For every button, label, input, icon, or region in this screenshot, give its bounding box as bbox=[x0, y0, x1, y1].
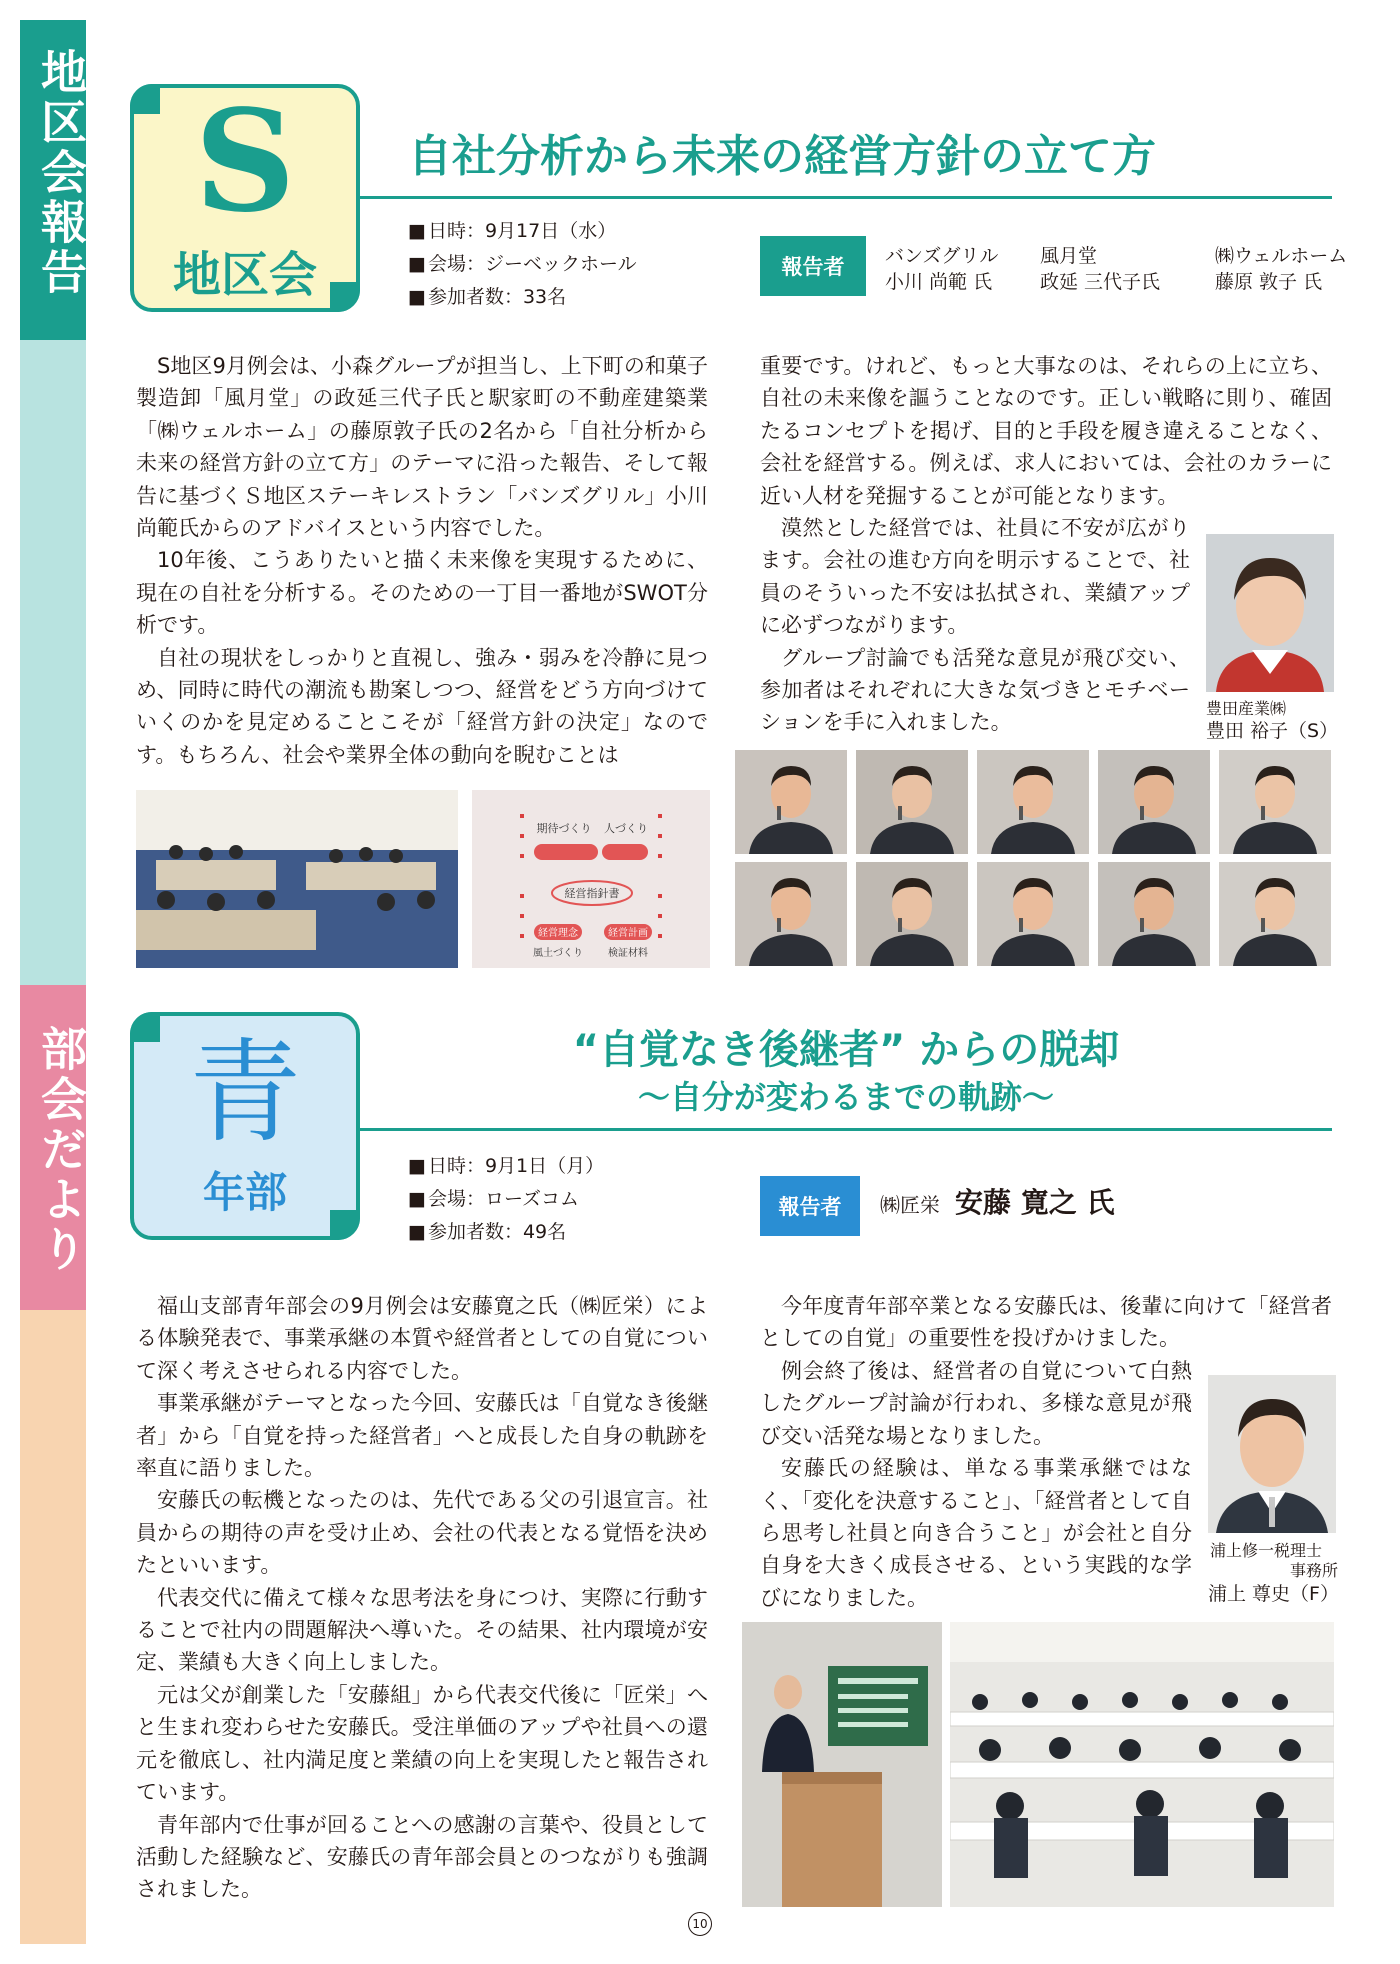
author-name: 豊田 裕子（S） bbox=[1206, 720, 1339, 742]
side-band-light-teal bbox=[20, 340, 86, 985]
reporter-3: ㈱ウェルホーム 藤原 敦子 氏 bbox=[1215, 245, 1348, 293]
section1-reporter-tag: 報告者 bbox=[760, 236, 866, 296]
participant-photo bbox=[856, 862, 968, 966]
section2-left-column: 福山支部青年部会の9月例会は安藤寛之氏（㈱匠栄）による体験発表で、事業承継の本質や経営者としての自覚について深く考えさせられる内容でした。 事業承継がテーマとなった今回、安藤氏は「自覚なき後継者」から「自覚を持った経営者」へと成長した自身の軌跡を率直に語りました。 安藤氏の転機となったのは、先代である父の引退宣言。社員からの期待の声を受け止め、会社の代表となる覚悟を決めたといいます。 代表交代に備えて様々な思考法を身につけ、実際に行動することで社内の問題解決へ導いた。その結果、社内環境が安定、業績も大きく向上しました。 元は父が創業した「安藤組」から代表交代後に「匠栄」へと生まれ変わらせた安藤氏。受注単価のアップや社員への還元を徹底し、社内満足度と業績の向上を実現したと報告されています。 青年部内で仕事が回ることへの感謝の言葉や、役員として活動した経験など、安藤氏の青年部会員とのつながりも強調されました。 bbox=[136, 1294, 708, 1902]
participant-photo bbox=[856, 750, 968, 854]
author2-company-l1: 浦上修一税理士 bbox=[1210, 1541, 1323, 1560]
side-band-dark-teal bbox=[20, 20, 86, 340]
participant-photo bbox=[735, 750, 847, 854]
meeting-room-photo bbox=[136, 790, 458, 968]
participant-photo-grid bbox=[735, 750, 1333, 967]
side-label-district: 地区会報告 bbox=[34, 48, 88, 298]
participant-photo bbox=[1098, 750, 1210, 854]
badge-sub: 地区会 bbox=[172, 247, 317, 303]
audience-photo bbox=[950, 1622, 1334, 1907]
s-district-badge bbox=[130, 80, 360, 312]
presenter-photo bbox=[742, 1622, 942, 1907]
reporter-1: バンズグリル 小川 尚範 氏 bbox=[885, 245, 999, 293]
section1-left-column: S地区9月例会は、小森グループが担当し、上下町の和菓子製造卸「風月堂」の政延三代子氏と駅家町の不動産建築業「㈱ウェルホーム」の藤原敦子氏の2名から「自社分析から未来の経営方針の立て方」のテーマに沿った報告、そして報告に基づくＳ地区ステーキレストラン「バンズグリル」小川尚範氏からのアドバイスという内容でした。 10年後、こうありたいと描く未来像を実現するために、現在の自社を分析する。そのための一丁目一番地がSWOT分析です。 自社の現状をしっかりと直視し、強み・弱みを冷静に見つめ、同時に時代の潮流も勘案しつつ、経営をどう方向づけていくのかを見定めることこそが「経営方針の決定」なのです。もちろん、社会や業界全体の動向を睨むことは bbox=[136, 354, 708, 767]
author2-name: 浦上 尊史（F） bbox=[1208, 1583, 1339, 1605]
reporter-2: 風月堂 政延 三代子氏 bbox=[1040, 245, 1161, 293]
section1-rule bbox=[360, 196, 1332, 199]
section1-info: ■ 日時：9月17日（水） ■ 会場：ジーベックホール ■ 参加者数：33名 bbox=[408, 215, 637, 314]
participant-photo bbox=[1219, 750, 1331, 854]
slide-label-4: 経営計画 bbox=[608, 928, 648, 939]
author-photo-toyoda bbox=[1206, 534, 1334, 692]
section2-reporter-tag: 報告者 bbox=[760, 1176, 860, 1236]
youth-badge bbox=[130, 1012, 360, 1240]
section2-right-column-narrow: 例会終了後は、経営者の自覚について白熱したグループ討論が行われ、多様な意見が飛び交い活発な場となりました。 安藤氏の経験は、単なる事業承継ではなく、「変化を決意すること」、「経営者として自ら思考し社員と向き合うこと」が会社と自分自身を大きく成長させる、という実践的な学びになりました。 bbox=[760, 1359, 1192, 1610]
section2-rule bbox=[360, 1128, 1332, 1131]
badge-sub: 年部 bbox=[202, 1168, 287, 1217]
slide-photo bbox=[472, 790, 710, 968]
participant-photo bbox=[1098, 862, 1210, 966]
section2-reporter-company: ㈱匠栄 bbox=[880, 1193, 940, 1217]
section2-right-column-top: 今年度青年部卒業となる安藤氏は、後輩に向けて「経営者としての自覚」の重要性を投げかけました。 bbox=[760, 1294, 1332, 1351]
page-number: 10 bbox=[688, 1912, 712, 1936]
section2-reporter-name: 安藤 寛之 氏 bbox=[955, 1186, 1115, 1219]
side-band-pink bbox=[20, 985, 86, 1310]
badge-big: 青 bbox=[189, 1028, 301, 1158]
participant-photo bbox=[1219, 862, 1331, 966]
participant-photo bbox=[977, 750, 1089, 854]
slide-label-2: 人づくり bbox=[604, 822, 648, 835]
side-label-section: 部会だより bbox=[34, 1025, 88, 1275]
slide-label-3: 経営理念 bbox=[538, 928, 578, 939]
section1-right-column-top: 重要です。けれど、もっと大事なのは、それらの上に立ち、自社の未来像を謳うことなのです。正しい戦略に則り、確固たるコンセプトを掲げ、目的と手段を履き違えることなく、会社を経営する。例えば、求人においては、会社のカラーに近い人材を発掘することが可能となります。 bbox=[760, 354, 1332, 508]
side-band-peach bbox=[20, 1310, 86, 1944]
section1-title: 自社分析から未来の経営方針の立て方 bbox=[408, 131, 1156, 182]
section2-info: ■ 日時：9月1日（月） ■ 会場：ローズコム ■ 参加者数：49名 bbox=[408, 1150, 604, 1249]
slide-title: 経営指針書 bbox=[564, 887, 620, 900]
slide-label-1: 期待づくり bbox=[536, 822, 592, 835]
badge-letter: S bbox=[194, 80, 296, 244]
section1-right-column-narrow: 漠然とした経営では、社員に不安が広がります。会社の進む方向を明示することで、社員のそういった不安は払拭され、業績アップに必ずつながります。 グループ討論でも活発な意見が飛び交い、参加者はそれぞれに大きな気づきとモチベーションを手に入れました。 bbox=[760, 516, 1190, 735]
participant-photo bbox=[735, 862, 847, 966]
author-photo-uragami bbox=[1208, 1375, 1336, 1533]
slide-label-5: 風土づくり bbox=[533, 948, 583, 959]
participant-photo bbox=[977, 862, 1089, 966]
section2-title-line2: ～自分が変わるまでの軌跡～ bbox=[637, 1078, 1054, 1116]
section2-title-line1: “自覚なき後継者” からの脱却 bbox=[572, 1027, 1120, 1073]
author-company: 豊田産業㈱ bbox=[1206, 699, 1287, 718]
slide-label-6: 検証材料 bbox=[608, 948, 648, 959]
author2-company-l2: 事務所 bbox=[1290, 1561, 1339, 1580]
